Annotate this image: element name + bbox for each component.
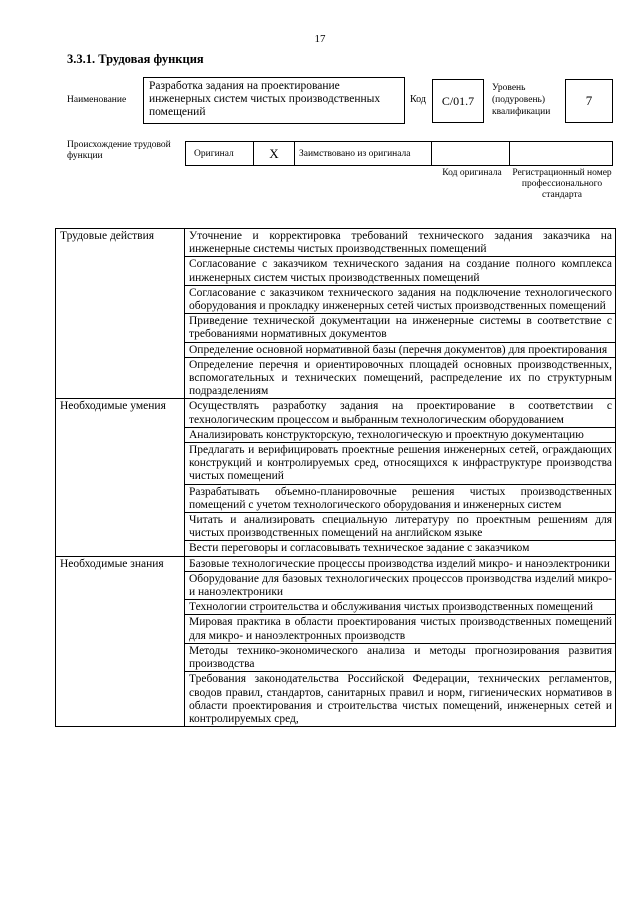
section-item: Уточнение и корректировка требований технического задания заказчика на инженерные системы чистых производственных помещений [185, 229, 616, 257]
section-item: Читать и анализировать специальную литературу по проектным решениям для чистых производственных помещений на английском языке [185, 513, 616, 541]
code-label: Код [410, 94, 426, 105]
section-heading: Трудовые действия [56, 229, 185, 399]
table-row [56, 399, 616, 427]
origin-label: Происхождение трудовой функции [67, 140, 171, 161]
origin-original-label: Оригинал [186, 142, 254, 165]
origin-code-cell [432, 142, 510, 165]
section-heading: Необходимые знания [56, 556, 185, 726]
qualification-level: 7 [565, 79, 613, 123]
section-item: Согласование с заказчиком технического задания на создание полного комплекса инженерных систем чистых производственных помещений [185, 257, 616, 285]
function-code: C/01.7 [432, 79, 484, 123]
section-title: 3.3.1. Трудовая функция [67, 52, 204, 66]
section-item: Разрабатывать объемно-планировочные решения чистых производственных помещений с учетом технологического оборудования и инженерных систем [185, 484, 616, 512]
section-item: Технологии строительства и обслуживания чистых производственных помещений [185, 600, 616, 615]
table-row [56, 556, 616, 571]
function-name: Разработка задания на проектирование инженерных систем чистых производственных помещений [143, 77, 405, 124]
section-item: Согласование с заказчиком технического задания на подключение технологического оборудования и прокладку инженерных сетей чистых производственных помещений [185, 285, 616, 313]
origin-reg-caption: Регистрационный номер профессионального стандарта [512, 168, 612, 200]
name-label: Наименование [67, 95, 127, 105]
page-number: 17 [314, 33, 326, 45]
origin-original-mark: X [254, 142, 295, 165]
section-item: Мировая практика в области проектирования чистых производственных помещений для микро- и наноэлектронных производств [185, 615, 616, 643]
table-row [56, 229, 616, 257]
section-item: Приведение технической документации на инженерные системы в соответствие с требованиями нормативных документов [185, 314, 616, 342]
section-item: Базовые технологические процессы производства изделий микро- и наноэлектроники [185, 556, 616, 571]
section-item: Требования законодательства Российской Федерации, технических регламентов, сводов правил, стандартов, санитарных правил и норм, гигиенических нормативов в области проектирования и строительства чистых помещений, инженерных сетей и контролируемых сред, [185, 672, 616, 727]
section-item: Методы технико-экономического анализа и методы прогнозирования развития производства [185, 643, 616, 671]
section-item: Осуществлять разработку задания на проектирование в соответствии с технологическим процессом и выбранным технологическим оборудованием [185, 399, 616, 427]
origin-code-caption: Код оригинала [442, 168, 502, 178]
function-table [55, 228, 616, 727]
section-item: Вести переговоры и согласовывать техническое задание с заказчиком [185, 541, 616, 556]
section-item: Определение основной нормативной базы (перечня документов) для проектирования [185, 342, 616, 357]
origin-row [185, 141, 613, 166]
origin-reg-cell [510, 142, 612, 165]
section-item: Определение перечня и ориентировочных площадей основных производственных, вспомогательных и технических помещений, распределение их по структурным подразделениям [185, 357, 616, 399]
origin-borrowed-label: Заимствовано из оригинала [295, 142, 432, 165]
section-item: Предлагать и верифицировать проектные решения инженерных сетей, ограждающих конструкций и контролируемых сред, относящихся к инфраструктуре производства чистых помещений [185, 443, 616, 485]
section-item: Анализировать конструкторскую, технологическую и проектную документацию [185, 427, 616, 442]
section-item: Оборудование для базовых технологических процессов производства изделий микро- и наноэлектроники [185, 571, 616, 599]
section-heading: Необходимые умения [56, 399, 185, 556]
qualification-level-label: Уровень (подуровень) квалификации [492, 83, 551, 117]
